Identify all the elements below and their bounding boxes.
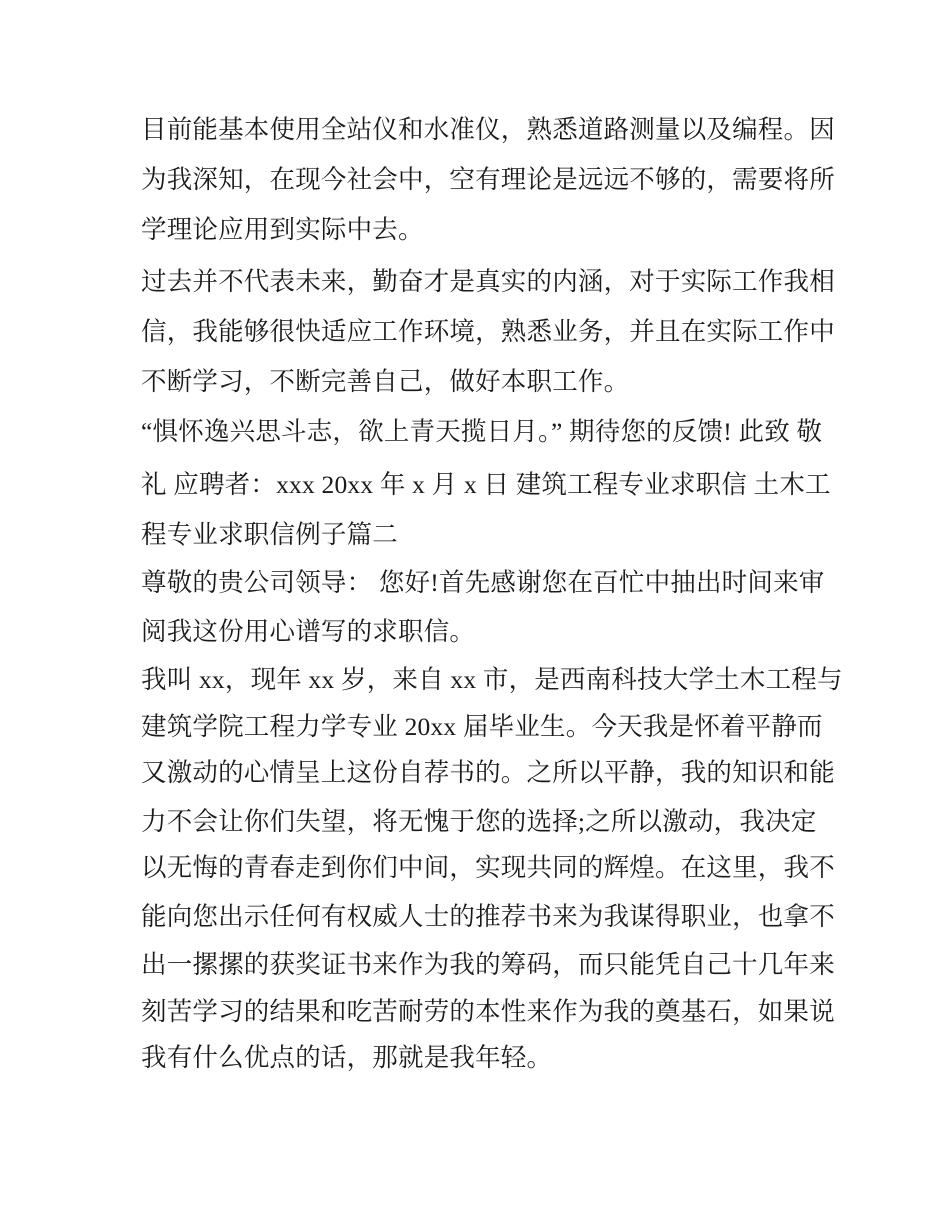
text-line: 我叫 xx，现年 xx 岁，来自 xx 市，是西南科技大学土木工程与 [141,665,843,694]
text-line: 学理论应用到实际中去。 [141,215,424,244]
text-line: 力不会让你们失望，将无愧于您的选择;之所以激动，我决定 [141,807,817,836]
text-line: 建筑学院工程力学专业 20xx 届毕业生。今天我是怀着平静而 [141,712,823,741]
text-line: 尊敬的贵公司领导： 您好!首先感谢您在百忙中抽出时间来审 [141,568,825,597]
text-line: 不断学习，不断完善自己，做好本职工作。 [141,367,630,396]
text-line: 我有什么优点的话，那就是我年轻。 [141,1043,553,1072]
text-line: 目前能基本使用全站仪和水准仪，熟悉道路测量以及编程。因 [141,115,835,144]
text-line: 能向您出示任何有权威人士的推荐书来为我谋得职业，也拿不 [141,902,835,931]
text-line: 为我深知，在现今社会中，空有理论是远远不够的，需要将所 [141,165,835,194]
text-line: “惧怀逸兴思斗志，欲上青天揽日月。” 期待您的反馈! 此致 敬 [141,417,823,446]
text-line: 程专业求职信例子篇二 [141,520,399,549]
text-line: 信，我能够很快适应工作环境，熟悉业务，并且在实际工作中 [141,317,835,346]
text-line: 出一摞摞的获奖证书来作为我的筹码，而只能凭自己十几年来 [141,950,835,979]
text-line: 刻苦学习的结果和吃苦耐劳的本性来作为我的奠基石，如果说 [141,997,835,1026]
text-line: 礼 应聘者：xxx 20xx 年 x 月 x 日 建筑工程专业求职信 土木工 [141,470,831,499]
text-line: 以无悔的青春走到你们中间，实现共同的辉煌。在这里，我不 [141,853,835,882]
text-line: 阅我这份用心谱写的求职信。 [141,617,476,646]
text-line: 又激动的心情呈上这份自荐书的。之所以平静，我的知识和能 [141,758,835,787]
text-line: 过去并不代表未来，勤奋才是真实的内涵，对于实际工作我相 [141,267,835,296]
